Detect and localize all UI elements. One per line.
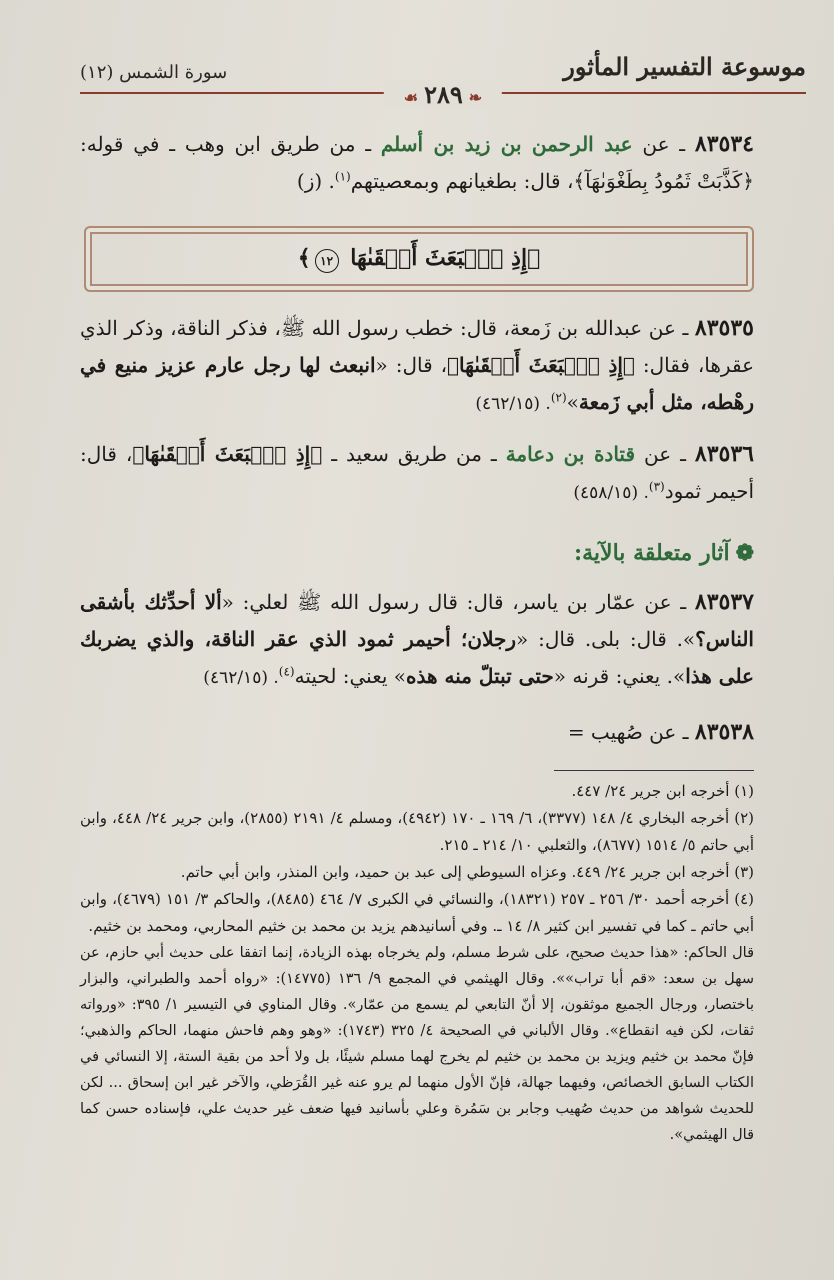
- entry-text: ـ عن عبدالله بن زَمعة، قال: خطب رسول الله ﷺ، فذكر الناقة، وذكر الذي عقرها، فقال:: [80, 316, 755, 377]
- footnote-commentary: قال الحاكم: «هذا حديث صحيح، على شرط مسلم، ولم يخرجاه بهذه الزيادة، إنما اتفقا على حديث أبي حازم، عن سهل بن سعد: «قم أبا تراب»». وقال الهيثمي في المجمع ٩/ ١٣٦ (١٤٧٧٥): «رواه أحمد والطبراني، والبزار باختصار، ورجال الجميع موثقون، إلا أنّ التابعي لم يسمع من عمّار». وقال المناوي في التيسير ١/ ٣٩٥: «ورواته ثقات، لكن فيه انقطاع». وقال الألباني في الصحيحة ٤/ ٣٢٥ (١٧٤٣): «وهو وهم فاحش منهما، الحاكم والذهبي؛ فإنّ محمد بن خثيم ويزيد بن محمد بن خثيم لم يخرج لهما مسلم شيئًا، بل ولا أحد من بقية الستة، إلا النسائي في الكتاب السابق الخصائص، وفيهما جهالة، فإنّ الأول منهما لم يرو عنه غير القُرَظي، والآخر غير ابن إسحاق ... لكن للحديث شواهد من حديث صُهيب وجابر بن سَمُرة وعلي بأسانيد فيها ضعف غير حديث علي، فإسناده حسن كما قال الهيثمي».: [80, 945, 754, 1143]
- section-heading-text: آثار متعلقة بالآية:: [574, 540, 730, 566]
- entry-number: ٨٣٥٣٦: [694, 441, 754, 467]
- hadith-text: رجلان؛ أحيمر ثمود الذي عقر الناقة، والذي يضربك على هذا: [80, 627, 754, 688]
- entry-text: ». يعني: قرنه «: [553, 664, 686, 688]
- footnote-2: (٢) أخرجه البخاري ٤/ ١٤٨ (٣٣٧٧)، ٦/ ١٦٩ ـ ١٧٠ (٤٩٤٢)، ومسلم ٤/ ٢١٩١ (٢٨٥٥)، وابن جرير ٢٤/ ٤٤٨، وابن أبي حاتم ٥/ ١٥١٤ (٨٦٧٧)، والثعلبي ١٠/ ٢١٤ ـ ٢١٥.: [80, 809, 754, 854]
- entry-83538: [80, 714, 754, 751]
- section-heading: [574, 540, 754, 566]
- footnote-3: (٣) أخرجه ابن جرير ٢٤/ ٤٤٩. وعزاه السيوطي إلى عبد بن حميد، وابن المنذر، وابن أبي حاتم.: [180, 863, 754, 881]
- quran-verse: ﴿إِذِ ٱنۢبَعَثَ أَشۡقَىٰهَا﴾: [132, 442, 323, 466]
- entry-text: ـ من طريق سعيد ـ: [322, 442, 506, 466]
- quran-verse: ﴿كَذَّبَتْ ثَمُودُ بِطَغْوَىٰهَآ﴾: [573, 169, 754, 193]
- footnotes: [80, 778, 754, 1148]
- footnote-1: (١) أخرجه ابن جرير ٢٤/ ٤٤٧.: [571, 782, 754, 800]
- hadith-text: حتى تبتلّ منه هذه: [406, 664, 554, 688]
- footnote-marker: (٤): [278, 664, 295, 679]
- narrator-name: قتادة بن دعامة: [505, 442, 636, 466]
- page-number-value: ٢٨٩: [424, 80, 463, 109]
- footnote-marker: (١): [334, 169, 351, 184]
- page-header: [80, 48, 806, 108]
- entry-83537: [80, 584, 754, 697]
- entry-text: ، قال: أحيمر ثمود: [80, 442, 754, 503]
- entry-83534: [80, 126, 754, 200]
- surah-name: سورة الشمس (١٢): [80, 62, 228, 83]
- page-number: [384, 80, 502, 109]
- hadith-text: ألا أحدِّثك بأشقى الناس؟: [80, 590, 754, 651]
- entry-ref: . (ز): [296, 169, 335, 193]
- hadith-text: انبعث لها رجل عارم عزيز منيع في رهْطه، مثل أبي زَمعة: [80, 353, 754, 414]
- entry-text: ـ عن عمّار بن ياسر، قال: قال رسول الله ﷺ لعلي: «: [221, 590, 695, 614]
- entry-text: »: [566, 390, 579, 414]
- narrator-name: عبد الرحمن بن زيد بن أسلم: [380, 132, 633, 156]
- footnote-marker: (٣): [648, 479, 665, 494]
- footnote-marker: (٢): [550, 390, 567, 405]
- footnote-4: (٤) أخرجه أحمد ٣٠/ ٢٥٦ ـ ٢٥٧ (١٨٣٢١)، والنسائي في الكبرى ٧/ ٤٦٤ (٨٤٨٥)، والحاكم ٣/ ١٥١ (٤٦٧٩)، وابن أبي حاتم ـ كما في تفسير ابن كثير ٨/ ١٤ ـ. وفي أسانيدهم يزيد بن محمد بن خثيم المحاربي، ومحمد بن خثيم.: [80, 890, 754, 935]
- volume-ref: . (٤٥٨/١٥): [573, 483, 649, 503]
- entry-83535: [80, 310, 754, 423]
- quran-verse: ﴿إِذِ ٱنۢبَعَثَ أَشۡقَىٰهَا﴾: [447, 353, 635, 377]
- ornament-icon: ❧: [468, 88, 483, 107]
- entry-text: ـ عن: [635, 442, 695, 466]
- volume-ref: . (٤٦٢/١٥): [203, 668, 279, 688]
- ayah-number-badge: ١٢: [315, 249, 339, 273]
- entry-number: ٨٣٥٣٤: [694, 131, 754, 157]
- entry-number: ٨٣٥٣٥: [694, 315, 754, 341]
- volume-ref: . (٤٦٢/١٥): [475, 394, 551, 414]
- flower-icon: ❁: [735, 540, 754, 566]
- ornament-icon: ☙: [403, 88, 419, 107]
- entry-number: ٨٣٥٣٧: [694, 589, 754, 615]
- entry-text: ، قال: بطغيانهم وبمعصيتهم: [350, 169, 574, 193]
- ayah-header-text: [298, 245, 541, 273]
- ayah-close: ﴾: [297, 245, 311, 271]
- book-title: موسوعة التفسير المأثور: [563, 52, 806, 81]
- entry-text: » يعني: لحيته: [294, 664, 407, 688]
- entry-number: ٨٣٥٣٨: [694, 719, 754, 745]
- entry-text: ـ عن: [632, 132, 695, 156]
- footnote-divider: [554, 770, 754, 771]
- entry-text: ـ عن صُهيب =: [567, 720, 695, 744]
- entry-text: ـ من طريق ابن وهب ـ في قوله:: [80, 132, 381, 156]
- ayah-header-box: [84, 226, 754, 292]
- entry-text: ». قال: بلى. قال: «: [516, 627, 696, 651]
- ayah-text: ﴿إِذِ ٱنۢبَعَثَ أَشۡقَىٰهَا: [350, 245, 541, 271]
- entry-83536: [80, 436, 754, 512]
- entry-text: ، قال: «: [375, 353, 448, 377]
